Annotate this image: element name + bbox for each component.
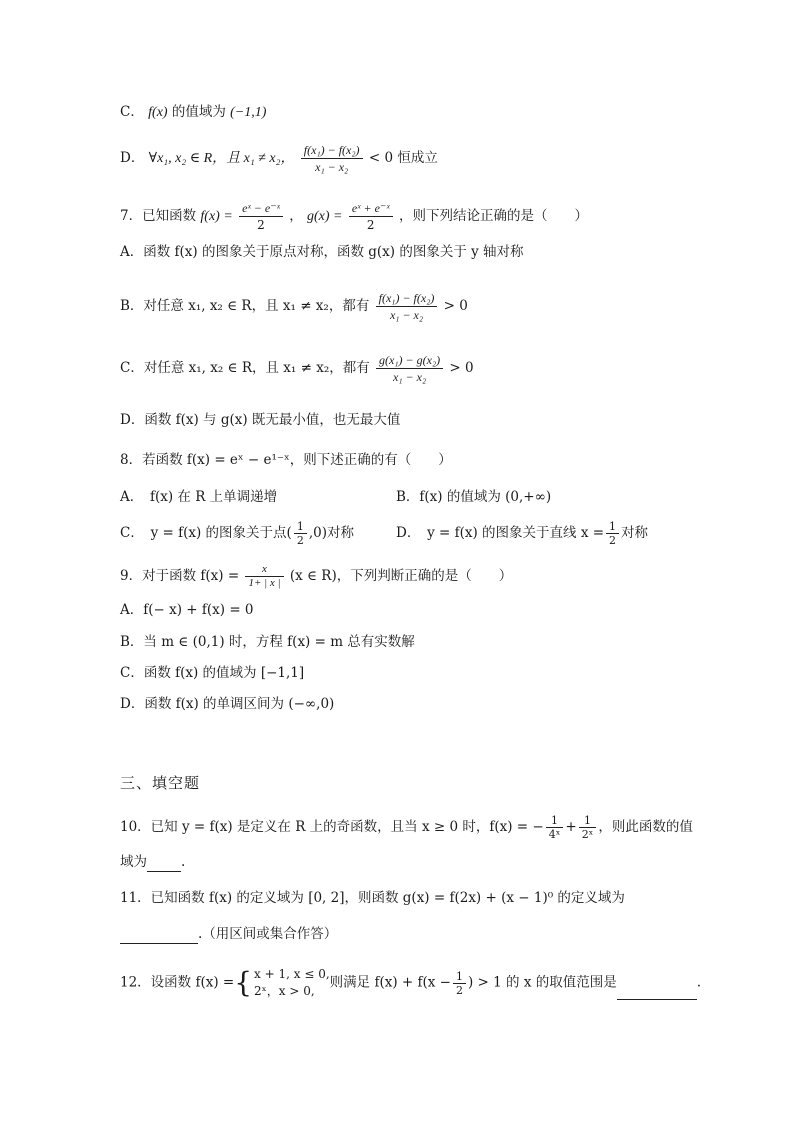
option-text: C． y = f(x) 的图象关于点( <box>120 525 292 541</box>
fraction-numerator: 1 <box>453 970 466 984</box>
question-text: ，则此函数的值 <box>598 819 693 835</box>
math-lhs: f(x) = <box>200 209 233 224</box>
q7-option-a: A．函数 f(x) 的图象关于原点对称，函数 g(x) 的图象关于 y 轴对称 <box>120 244 524 260</box>
question-text: .（用区间或集合作答） <box>198 926 338 942</box>
math-range: (−1,1) <box>230 105 267 120</box>
fraction-denominator: 2 <box>609 534 617 547</box>
fraction <box>349 200 393 233</box>
fraction-denominator: x₁ − x₂ <box>389 308 424 322</box>
option-label: D． <box>120 150 145 166</box>
fraction <box>294 520 307 547</box>
q7-option-b <box>120 290 468 323</box>
fraction <box>579 814 597 841</box>
q7-stem <box>120 200 588 233</box>
q8-stem: 8．若函数 f(x) = eˣ − e¹⁻ˣ，则下述正确的有（ ） <box>120 452 452 468</box>
option-label: C． <box>120 104 144 120</box>
brace-icon: { <box>234 966 253 999</box>
fraction-numerator: f(x₁) − f(x₂) <box>301 142 363 159</box>
fraction <box>239 200 283 233</box>
q9-option-d: D．函数 f(x) 的单调区间为 (−∞,0) <box>120 696 335 712</box>
fraction-numerator: f(x₁) − f(x₂) <box>376 290 438 307</box>
option-text: 的值域为 <box>171 104 226 120</box>
fraction-denominator: 2 <box>455 983 463 997</box>
q10-line2 <box>120 852 185 872</box>
fraction <box>453 970 466 997</box>
question-text: 域为 <box>120 854 147 870</box>
fraction-numerator: g(x₁) − g(x₂) <box>376 352 443 369</box>
q9-option-a: A．f(− x) + f(x) = 0 <box>120 602 254 618</box>
q8-option-b: B．f(x) 的值域为 (0,+∞) <box>396 489 552 505</box>
question-text: 9．对于函数 f(x) = <box>120 568 240 584</box>
fraction <box>301 142 363 175</box>
option-text: > 0 <box>443 298 468 314</box>
option-text: ,0)对称 <box>308 525 354 541</box>
answer-blank[interactable] <box>147 857 181 872</box>
option-text: 对称 <box>621 525 649 541</box>
question-text: 10．已知 y = f(x) 是定义在 R 上的奇函数，且当 x ≥ 0 时，f(x) = − <box>120 819 544 835</box>
question-text: ) > 1 的 x 的取值范围是 <box>467 974 617 991</box>
fraction-denominator: x₁ − x₂ <box>315 160 349 174</box>
fraction-numerator: 1 <box>579 814 597 828</box>
separator: ， <box>289 208 303 224</box>
q8-option-a: A． f(x) 在 R 上单调递增 <box>120 489 278 505</box>
answer-blank[interactable] <box>617 985 697 1000</box>
question-text: 则满足 f(x) + f(x − <box>329 974 451 991</box>
fraction <box>376 290 438 323</box>
fraction <box>606 520 619 547</box>
fraction-denominator: x₁ − x₂ <box>393 370 427 384</box>
option-text: C．对任意 x₁, x₂ ∈ R，且 x₁ ≠ x₂，都有 <box>120 360 370 376</box>
q8-option-d <box>396 520 648 547</box>
question-text: . <box>181 854 186 870</box>
question-text: (x ∈ R)，下列判断正确的是（ ） <box>289 568 513 584</box>
q7-option-d: D．函数 f(x) 与 g(x) 既无最小值，也无最大值 <box>120 412 401 428</box>
fraction-denominator: 4ˣ <box>548 828 561 841</box>
q6-option-d <box>120 142 438 175</box>
option-text: D． y = f(x) 的图象关于直线 x = <box>396 525 605 541</box>
q6-option-c <box>120 102 266 123</box>
fraction <box>245 563 283 590</box>
fraction-numerator: eˣ + e⁻ˣ <box>349 200 393 217</box>
q7-option-c <box>120 352 474 385</box>
piecewise-cases <box>254 966 330 1000</box>
fraction-denominator: 2 <box>257 218 265 232</box>
fraction-numerator: 1 <box>294 520 307 534</box>
fraction-denominator: 2ˣ <box>581 828 594 841</box>
q11-line2 <box>120 924 337 944</box>
question-text: 7．已知函数 <box>120 208 197 224</box>
q12-line <box>120 966 701 1000</box>
fraction-numerator: 1 <box>606 520 619 534</box>
fraction-numerator: x <box>245 563 283 577</box>
q9-option-b: B．当 m ∈ (0,1) 时，方程 f(x) = m 总有实数解 <box>120 634 415 650</box>
option-text: B．对任意 x₁, x₂ ∈ R，且 x₁ ≠ x₂，都有 <box>120 298 370 314</box>
q9-option-c: C．函数 f(x) 的值域为 [−1,1] <box>120 665 305 681</box>
case-2: 2ˣ，x > 0, <box>254 984 315 998</box>
fraction <box>376 352 443 385</box>
fraction-numerator: 1 <box>546 814 564 828</box>
case-1: x + 1, x ≤ 0, <box>254 967 330 981</box>
option-text: > 0 <box>449 360 474 376</box>
fraction-denominator: 2 <box>296 534 304 547</box>
operator: + <box>565 819 577 835</box>
question-text: 12．设函数 f(x) = <box>120 974 235 991</box>
question-text: ，则下列结论正确的是（ ） <box>398 208 588 224</box>
answer-blank[interactable] <box>120 929 198 944</box>
option-text: < 0 恒成立 <box>368 150 438 166</box>
fraction-denominator: 2 <box>366 218 375 232</box>
fraction-denominator: 1+ | x | <box>248 577 281 589</box>
section-heading: 三、填空题 <box>120 774 201 792</box>
math-func: f(x) <box>148 105 168 120</box>
question-text: . <box>696 974 702 991</box>
q9-stem <box>120 563 512 590</box>
q11-line1: 11．已知函数 f(x) 的定义域为 [0, 2]，则函数 g(x) = f(2x) + (x − 1)⁰ 的定义域为 <box>120 890 625 906</box>
q8-option-c <box>120 520 354 547</box>
option-text: ∀x₁, x₂ ∈ R，且 x₁ ≠ x₂， <box>148 151 295 166</box>
math-lhs: g(x) = <box>307 209 343 224</box>
q10-line1 <box>120 814 693 841</box>
fraction <box>546 814 564 841</box>
fraction-numerator: eˣ − e⁻ˣ <box>239 200 283 217</box>
